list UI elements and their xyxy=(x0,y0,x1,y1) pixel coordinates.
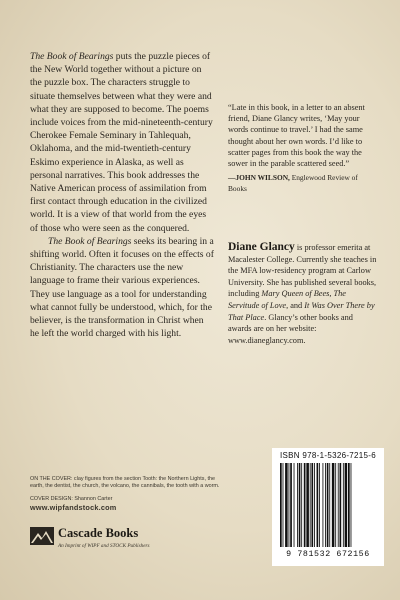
barcode-bars xyxy=(272,463,384,549)
isbn-label: ISBN 978-1-5326-7215-6 xyxy=(280,451,376,460)
publisher-imprint: An Imprint of WIPF and STOCK Publishers xyxy=(58,543,150,549)
bio-text: . Glancy’s other books and awards are on her website: www.dianeglancy.com. xyxy=(228,312,353,345)
cover-design-credit: COVER DESIGN: Shannon Carter xyxy=(30,496,113,502)
quote-author: —JOHN WILSON, xyxy=(228,173,290,183)
author-bio xyxy=(228,242,378,346)
book-title: The Book of Bearings xyxy=(48,235,132,247)
description-paragraph-1 xyxy=(30,50,215,235)
publisher-name: Cascade Books xyxy=(58,526,139,540)
description-paragraph-2 xyxy=(30,235,215,341)
barcode-digits: 9 781532 672156 xyxy=(286,550,370,559)
quote-source: Englewood Review of Books xyxy=(228,173,358,194)
quote-attribution xyxy=(228,172,378,194)
description-text-1: puts the puzzle pieces of the New World together without a picture on the puzzle box. The characters struggle to situate themselves between what they were and what they are supposed to become. The poems include voices from the mid-nineteenth-century Cherokee Female Seminary in Tahlequah, Oklahoma, and the mid-twentieth-century Eskimo experience in Alaska, as well as personal narratives. This book addresses the Native American process of assimilation from first contact through education in the civilized world. It is a view of that world from the eyes of those who were seen as the conquered. xyxy=(30,51,213,234)
quote-text: “Late in this book, in a letter to an absent friend, Diane Glancy writes, ‘May your words continue to travel.’ I had the same thought about her own words. I’d like to scatter pages from this book the way the sower in the parable scattered seed.” xyxy=(228,103,365,169)
cover-credits xyxy=(30,476,220,511)
publisher-block xyxy=(30,524,220,558)
bio-text: is professor emerita at Macalester College. Currently she teaches in the MFA low-residency program at Carlow University. She has published several books, including xyxy=(228,243,377,299)
book-title: The Book of Bearings xyxy=(30,51,114,62)
bio-text: , and xyxy=(286,300,305,310)
bio-book-title: The Servitude of Love xyxy=(228,289,346,310)
endorsement-quote xyxy=(228,102,378,195)
mountains-icon xyxy=(30,527,54,545)
bio-text: , xyxy=(329,289,334,299)
author-name: Diane Glancy xyxy=(228,241,295,253)
publisher-url: www.wipfandstock.com xyxy=(30,503,117,512)
bio-book-title: Mary Queen of Bees xyxy=(261,289,330,299)
book-description xyxy=(30,50,215,340)
isbn-barcode xyxy=(272,448,384,566)
cover-note: ON THE COVER: clay figures from the section Tooth: the Northern Lights, the earth, the dentist, the church, the volcano, the cannibals, the tooth with a worm. xyxy=(30,476,220,489)
description-text-2: seeks its bearing in a shifting world. Often it focuses on the effects of Christianity. The characters use the new language to frame their various experiences. They use language as a tool for understanding what cannot fully be understood, which, for the believer, is the transformation in Christ when he left the world charged with his light. xyxy=(30,235,214,340)
bio-book-title: It Was Over There by That Place xyxy=(228,300,375,322)
